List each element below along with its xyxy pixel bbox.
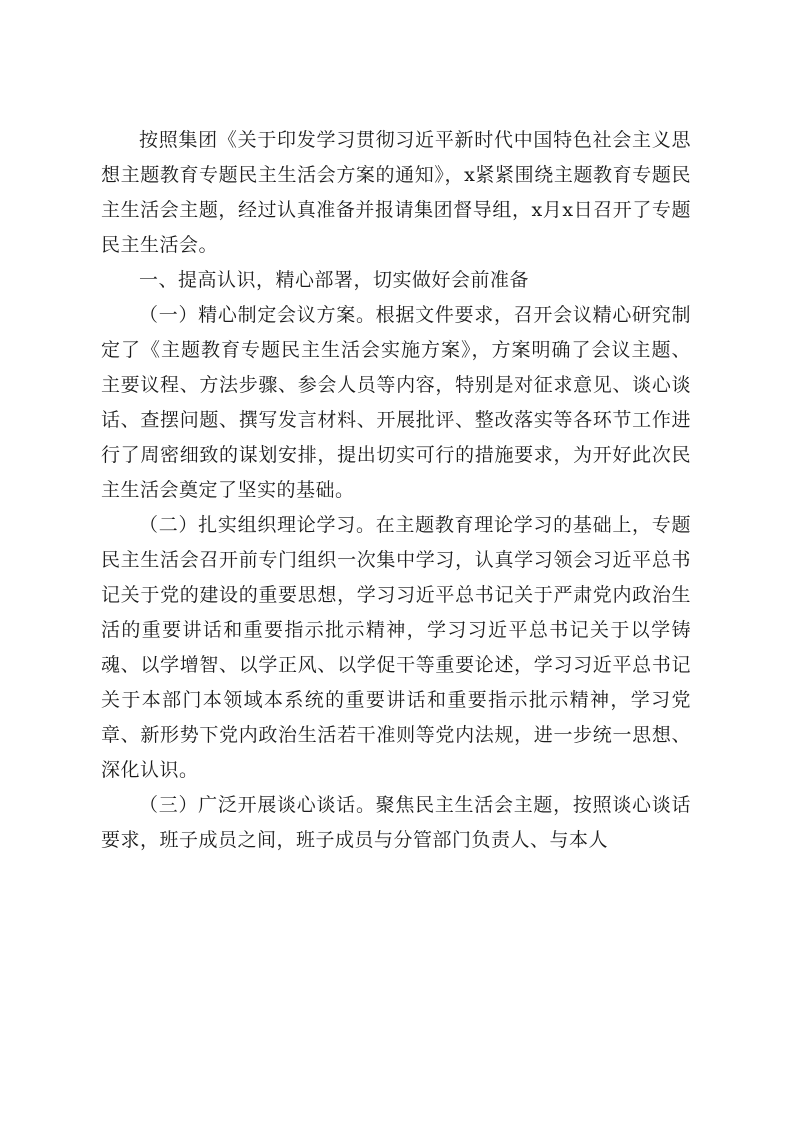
item-paragraph-2: （二）扎实组织理论学习。在主题教育理论学习的基础上，专题民主生活会召开前专门组织一次集中学习，认真学习领会习近平总书记关于党的建设的重要思想，学习习近平总书记关于严肃党内政治生活的重要讲话和重要指示批示精神，学习习近平总书记关于以学铸魂、以学增智、以学正风、以学促干等重要论述，学习习近平总书记关于本部门本领域本系统的重要讲话和重要指示批示精神，学习党章、新形势下党内政治生活若干准则等党内法规，进一步统一思想、深化认识。 [101, 514, 691, 781]
document-body [101, 123, 691, 858]
section-heading-1: 一、提高认识，精心部署，切实做好会前准备 [139, 269, 530, 291]
intro-paragraph: 按照集团《关于印发学习贯彻习近平新时代中国特色社会主义思想主题教育专题民主生活会方案的通知》，x紧紧围绕主题教育专题民主生活会主题，经过认真准备并报请集团督导组，x月x日召开了专题民主生活会。 [101, 129, 691, 256]
item-paragraph-1: （一）精心制定会议方案。根据文件要求，召开会议精心研究制定了《主题教育专题民主生活会实施方案》，方案明确了会议主题、主要议程、方法步骤、参会人员等内容，特别是对征求意见、谈心谈话、查摆问题、撰写发言材料、开展批评、整改落实等各环节工作进行了周密细致的谋划安排，提出切实可行的措施要求，为开好此次民主生活会奠定了坚实的基础。 [101, 304, 691, 501]
item-paragraph-3: （三）广泛开展谈心谈话。聚焦民主生活会主题，按照谈心谈话要求，班子成员之间，班子成员与分管部门负责人、与本人 [101, 794, 691, 851]
